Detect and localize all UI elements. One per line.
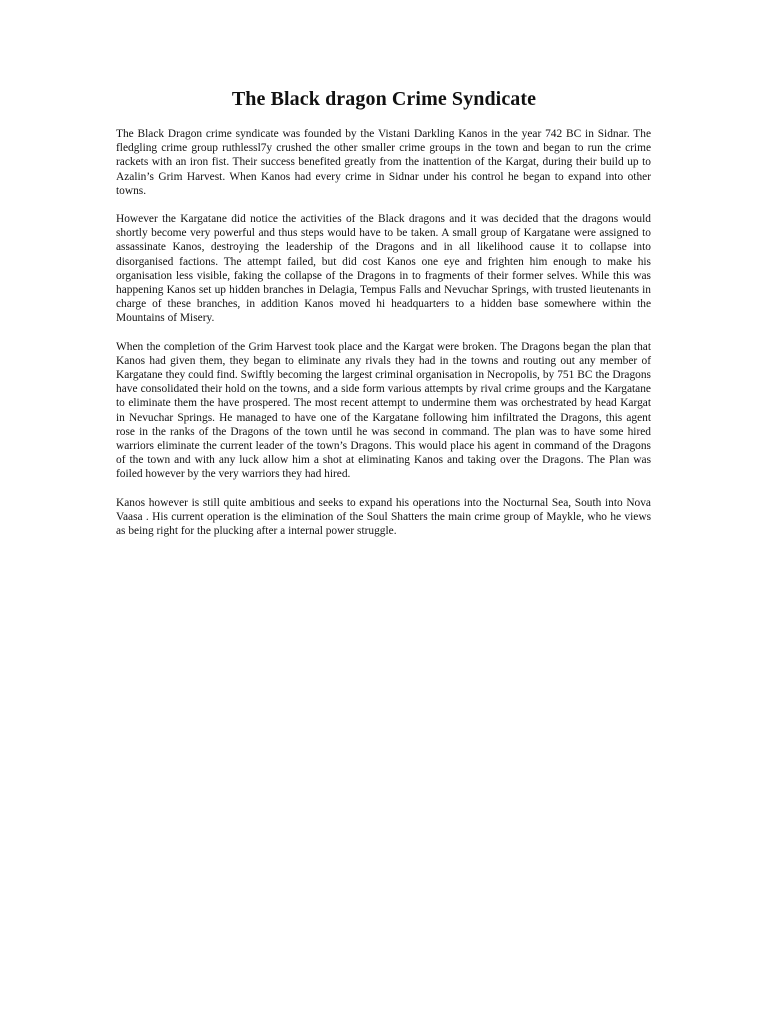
- paragraph-current-operations: Kanos however is still quite ambitious and seeks to expand his operations into the Nocturnal Sea, South into Nova Vaasa . His current operation is the elimination of the Soul Shatters the main crime group of Maykle, who he views as being right for the plucking after a internal power struggle.: [116, 496, 651, 538]
- paragraph-grim-harvest: When the completion of the Grim Harvest took place and the Kargat were broken. The Dragons began the plan that Kanos had given them, they began to eliminate any rivals they had in the towns and routing out any member of Kargatane they could find. Swiftly becoming the largest criminal organisation in Necropolis, by 751 BC the Dragons have consolidated their hold on the towns, and a side form various attempts by rival crime groups and the Kargatane to eliminate them the have prospered. The most recent attempt to undermine them was orchestrated by head Kargat in Nevuchar Springs. He managed to have one of the Kargatane following him infiltrated the Dragons, this agent rose in the ranks of the Dragons of the town until he was second in command. The plan was to have some hired warriors eliminate the current leader of the town’s Dragons. This would place his agent in command of the Dragons of the town and with any luck allow him a shot at eliminating Kanos and taking over the Dragons. The Plan was foiled however by the very warriors they had hired.: [116, 340, 651, 481]
- paragraph-founding: The Black Dragon crime syndicate was founded by the Vistani Darkling Kanos in the year 742 BC in Sidnar. The fledgling crime group ruthlessl7y crushed the other smaller crime groups in the town and began to run the crime rackets with an iron fist. Their success benefited greatly from the inattention of the Kargat, during their build up to Azalin’s Grim Harvest. When Kanos had every crime in Sidnar under his control he began to expand into other towns.: [116, 128, 651, 197]
- document-body: [116, 127, 651, 552]
- document-title: The Black dragon Crime Syndicate: [231, 88, 537, 110]
- paragraph-kargatane-response: However the Kargatane did notice the activities of the Black dragons and it was decided that the dragons would shortly become very powerful and thus steps would have to be taken. A small group of Kargatane were assigned to assassinate Kanos, destroying the leadership of the Dragons and in all likelihood cause it to collapse into disorganised factions. The attempt failed, but did cost Kanos one eye and frighten him enough to make his organisation less visible, faking the collapse of the Dragons in to fragments of their former selves. While this was happening Kanos set up hidden branches in Delagia, Tempus Falls and Nevuchar Springs, with trusted lieutenants in charge of these branches, in addition Kanos moved hi headquarters to a hidden base somewhere within the Mountains of Misery.: [116, 213, 651, 325]
